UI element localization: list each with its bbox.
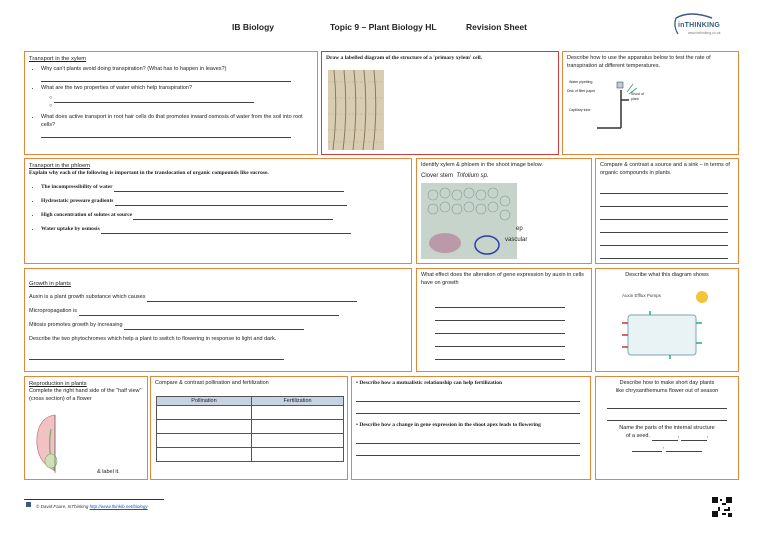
short-day-box: Describe how to make short day plants like chrysanthemums flower out of season Name the parts of the internal structure of a seed. , , , [595,376,739,480]
growth-line-4: Describe the two phytochromes which help a plant to switch to flowering in response to light and dark. [29,336,277,343]
clover-caption: Clover stem Trifolium sp. [421,172,489,179]
growth-line-2: Micropropagation is [29,308,407,316]
pollination-table [156,396,344,462]
label-vascular: vascular [505,237,528,243]
shortday-l2: like chrysanthemums flower out of season [615,387,719,394]
phloem-title: Transport in the phloem [29,163,91,169]
shortday-l4: of a seed. , , [625,432,709,439]
source-sink-box [595,158,739,264]
inthinking-logo [668,12,726,38]
mutualistic-q1: • Describe how a mutualistic relationship can help fertilization [356,380,503,386]
phloem-item-4: • Water uptake by osmosis [41,226,407,234]
mutualistic-box [351,376,591,480]
gene-expression-title: What effect does the alteration of gene expression by auxin in cells have on growth [421,272,584,286]
phloem-box [24,158,412,264]
identify-title: Identify xylem & phloem in the shoot image below. [421,162,543,168]
xylem-q2: • What are the two properties of water which help transpiration? ○ ○ [41,85,313,111]
phloem-intro: Explain why each of the following is important in the translocation of organic compounds like sucrose. [29,170,269,177]
shortday-l3: Name the parts of the internal structure [619,424,715,431]
apparatus-title: Describe how to use the apparatus below to test the rate of transpiration at different temperatures. [567,55,711,69]
flower-half-view [33,413,77,475]
growth-line-3: Mitosis promotes growth by increasing [29,322,407,330]
source-sink-title: Compare & contrast a source and a sink – in terms of organic compounds in plants. [600,162,730,176]
phloem-item-2: • Hydrostatic pressure gradients [41,198,407,206]
label-it: & label it. [97,469,120,475]
apparatus-label-2: Disk of filter paper [567,89,596,93]
footer-logo-mark [26,502,31,507]
shortday-l1: Describe how to make short day plants [619,380,715,386]
footer-link[interactable]: http://www.thinkib.net/biology [89,504,148,509]
xylem-title: Transport in the xylem [29,56,87,62]
apparatus-label-3: Shoot of plant [631,92,645,102]
identify-box [416,158,592,264]
course-title: IB Biology [232,22,275,32]
growth-line-1: Auxin is a plant growth substance which causes [29,294,407,302]
auxin-pumps-label: Auxin Efflux Pumps [622,293,661,298]
diagram-shows-box [595,268,739,372]
clover-stem-micrograph [421,183,517,259]
phloem-item-3: • High concentration of solutes at source [41,212,407,220]
logo-text: inTHINKING [678,22,721,29]
pollination-title: Compare & contrast pollination and fertilization [155,380,269,386]
col-pollination: Pollination [157,397,252,406]
apparatus-label-4: Capillary tube [569,108,591,112]
col-fertilization: Fertilization [252,397,344,406]
reproduction-text: Complete the right hand side of the "half view" (cross section) of a flower [29,388,142,403]
xylem-diagram-title: Draw a labelled diagram of the structure of a 'primary xylem' cell. [326,55,483,61]
apparatus-box [562,51,739,155]
mutualistic-q2: • Describe how a change in gene expression in the shoot apex leads to flowering [356,421,541,428]
growth-box [24,268,412,372]
topic-title: Topic 9 – Plant Biology HL [330,22,437,32]
reproduction-box [24,376,148,480]
xylem-q3: • What does active transport in root hair cells do that promotes inward osmosis of water from the soil into root cells? [41,114,313,138]
xylem-box [24,51,318,155]
footer-divider [24,499,164,500]
xylem-q1: • Why can't plants avoid doing transpiration? (What has to happen in leaves?) [41,66,313,82]
sheet-title: Revision Sheet [466,22,527,32]
gene-expression-box [416,268,592,372]
xylem-micrograph [328,70,384,150]
qr-code [712,497,732,517]
logo-url: www.inthinking.co.uk [688,31,721,35]
auxin-efflux-diagram [620,287,720,363]
growth-title: Growth in plants [29,281,71,287]
footer-credit: © David Faure, InThinking http://www.thinkib.net/biology [36,504,148,509]
apparatus-label-1: Water pipetting [569,80,593,84]
reproduction-title: Reproduction in plants [29,381,87,387]
label-ep: ep [516,226,523,232]
xylem-diagram-box [321,51,559,155]
phloem-item-1: • The incompressibility of water [41,184,407,192]
diagram-shows-title: Describe what this diagram shows [625,272,709,278]
